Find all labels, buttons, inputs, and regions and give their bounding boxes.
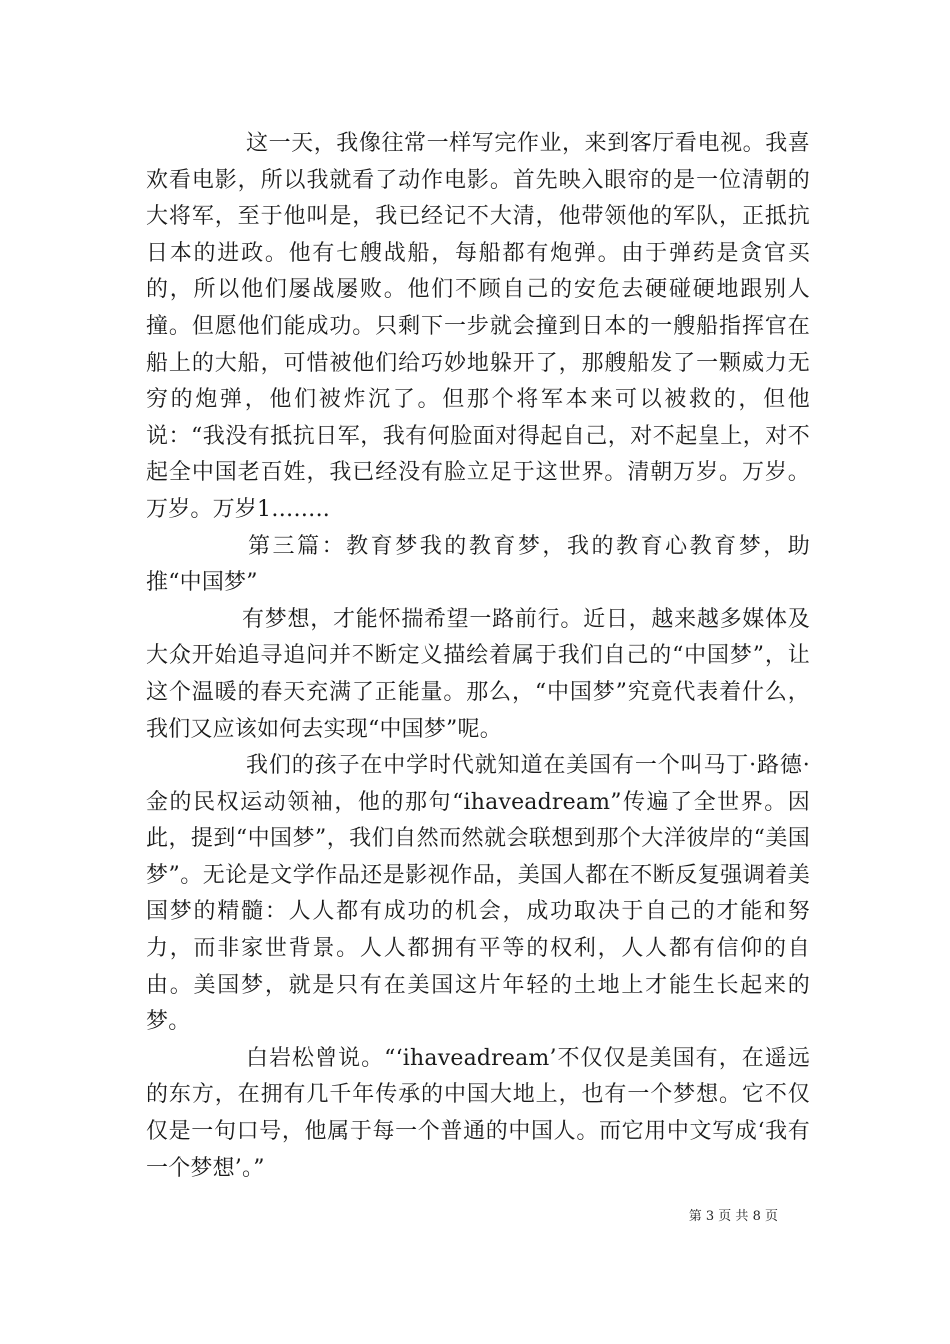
paragraph-story: 这一天，我像往常一样写完作业，来到客厅看电视。我喜欢看电影，所以我就看了动作电影。首先映入眼帘的是一位清朝的大将军，至于他叫是，我已经记不大清，他带领他的军队，正抵抗日本的进政。他有七艘战船，每船都有炮弹。由于弹药是贪官买的，所以他们屡战屡败。他们不顾自己的安危去硬碰硬地跟别人撞。但愿他们能成功。只剩下一步就会撞到日本的一艘船指挥官在船上的大船，可惜被他们给巧妙地躲开了，那艘船发了一颗威力无穷的炮弹，他们被炸沉了。但那个将军本来可以被救的，但他说：“我没有抵抗日军，我有何脸面对得起自己，对不起皇上，对不起全中国老百姓，我已经没有脸立足于这世界。清朝万岁。万岁。万岁。万岁1…….. <box>146 131 810 522</box>
footer-total-pages: 8 <box>752 1209 761 1224</box>
page-footer <box>689 1205 778 1224</box>
paragraph-american-dream: 我们的孩子在中学时代就知道在美国有一个叫马丁·路德·金的民权运动领袖，他的那句“ihaveadream”传遍了全世界。因此，提到“中国梦”，我们自然而然就会联想到那个大洋彼岸的“美国梦”。无论是文学作品还是影视作品，美国人都在不断反复强调着美国梦的精髓：人人都有成功的机会，成功取决于自己的才能和努力，而非家世背景。人人都拥有平等的权利，人人都有信仰的自由。美国梦，就是只有在美国这片年轻的土地上才能生长起来的梦。 <box>146 753 810 1035</box>
footer-label-end: 页 <box>764 1209 778 1224</box>
footer-label-of: 页 共 <box>718 1209 749 1224</box>
footer-current-page: 3 <box>705 1209 715 1224</box>
body-text-block <box>146 126 810 1187</box>
footer-label-page: 第 <box>688 1209 702 1224</box>
paragraph-bai-yansong-quote: 白岩松曾说。“‘ihaveadream’不仅仅是美国有，在遥远的东方，在拥有几千年传承的中国大地上，也有一个梦想。它不仅仅是一句口号，他属于每一个普通的中国人。而它用中文写成‘我有一个梦想’。” <box>146 1045 810 1181</box>
paragraph-dream-intro: 有梦想，才能怀揣希望一路前行。近日，越来越多媒体及大众开始追寻追问并不断定义描绘着属于我们自己的“中国梦”，让这个温暖的春天充满了正能量。那么，“中国梦”究竟代表着什么，我们又应该如何去实现“中国梦”呢。 <box>146 606 810 742</box>
section-heading: 第三篇：教育梦我的教育梦，我的教育心教育梦，助推“中国梦” <box>146 533 810 596</box>
